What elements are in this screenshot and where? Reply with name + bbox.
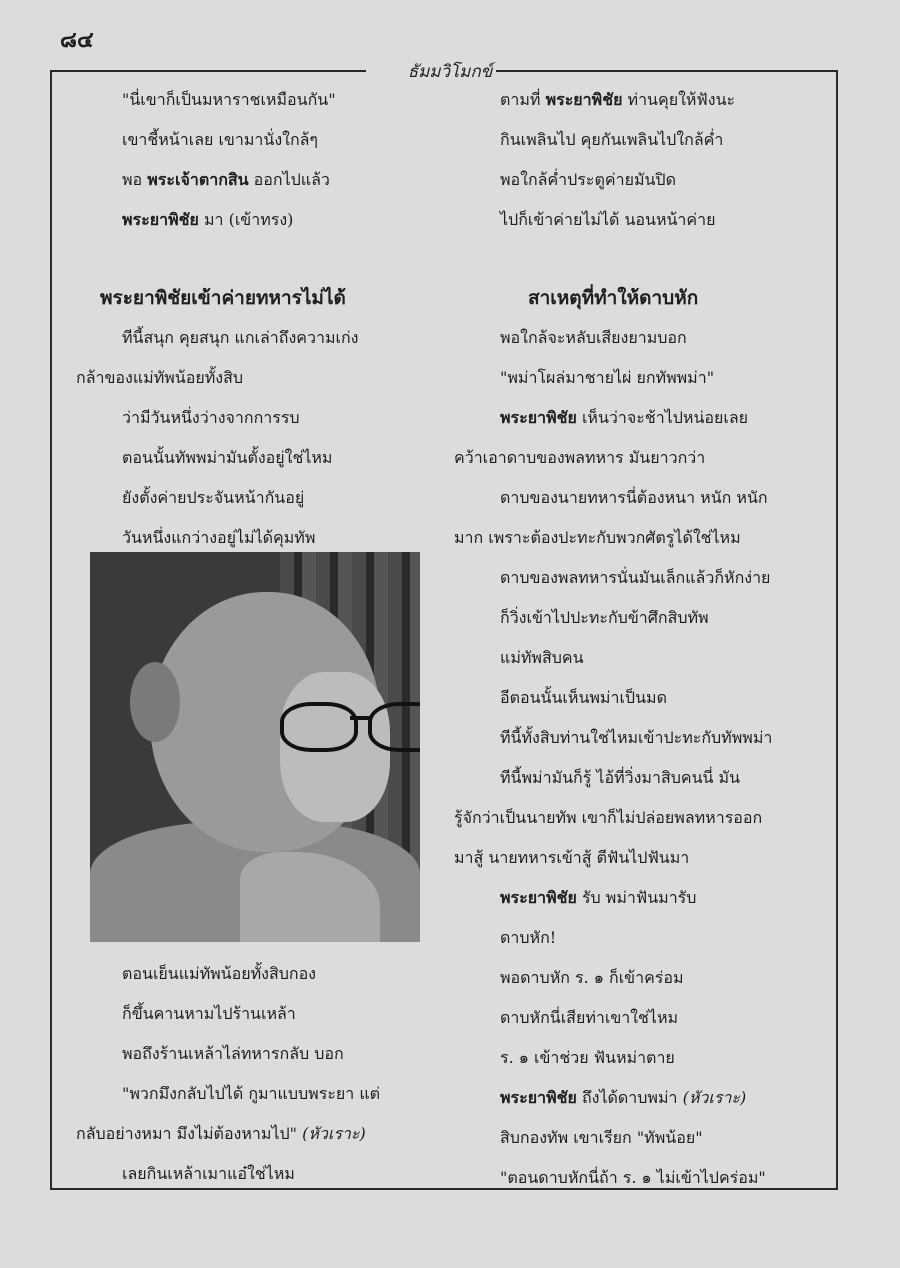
left-line: ทีนี้สนุก คุยสนุก แกเล่าถึงความเก่ง	[122, 328, 359, 347]
left-line: พอถึงร้านเหล้าไล่ทหารกลับ บอก	[122, 1044, 344, 1063]
left-line: ตอนเย็นแม่ทัพน้อยทั้งสิบกอง	[122, 964, 316, 983]
right-line: อีตอนนั้นเห็นพม่าเป็นมด	[500, 688, 667, 707]
italic-note: (หัวเราะ)	[302, 1124, 366, 1143]
right-line: ทีนี้ทั้งสิบท่านใช่ไหมเข้าปะทะกับทัพพม่า	[500, 728, 773, 747]
left-line: ยังตั้งค่ายประจันหน้ากันอยู่	[122, 488, 305, 507]
right-line: ไปก็เข้าค่ายไม่ได้ นอนหน้าค่าย	[500, 210, 716, 229]
right-line: ดาบของนายทหารนี่ต้องหนา หนัก หนัก	[500, 488, 768, 507]
left-line: พอ พระเจ้าตากสิน ออกไปแล้ว	[122, 170, 330, 189]
right-line: พระยาพิชัย เห็นว่าจะช้าไปหน่อยเลย	[500, 408, 749, 427]
right-line: ดาบหักนี่เสียท่าเขาใช่ไหม	[500, 1008, 679, 1027]
page-number: ๘๔	[60, 27, 94, 53]
left-line: เขาชี้หน้าเลย เขามานั่งใกล้ๆ	[122, 130, 319, 149]
right-line: ดาบของพลทหารนั่นมันเล็กแล้วก็หักง่าย	[500, 568, 771, 587]
right-line: มาก เพราะต้องปะทะกับพวกศัตรูได้ใช่ไหม	[454, 528, 741, 547]
left-line: วันหนึ่งแกว่างอยู่ไม่ได้คุมทัพ	[122, 528, 316, 547]
left-line: กลับอย่างหมา มึงไม่ต้องหามไป" (หัวเราะ)	[76, 1124, 366, 1143]
section-heading: พระยาพิชัยเข้าค่ายทหารไม่ได้	[100, 287, 346, 309]
bold-name: พระยาพิชัย	[500, 888, 577, 907]
left-line: ก็ขึ้นคานหามไปร้านเหล้า	[122, 1004, 296, 1023]
header-title: ธัมมวิโมกข์	[407, 62, 493, 82]
right-line: ตามที่ พระยาพิชัย ท่านคุยให้ฟังนะ	[500, 90, 736, 109]
bold-name: พระยาพิชัย	[500, 408, 577, 427]
right-line: แม่ทัพสิบคน	[500, 648, 584, 667]
left-line: "พวกมึงกลับไปได้ กูมาแบบพระยา แต่	[122, 1084, 381, 1103]
section-heading: สาเหตุที่ทำให้ดาบหัก	[528, 287, 699, 309]
right-line: พอใกล้จะหลับเสียงยามบอก	[500, 328, 687, 347]
bold-name: พระยาพิชัย	[545, 90, 623, 109]
ear	[130, 662, 180, 742]
right-line: พระยาพิชัย รับ พม่าฟันมารับ	[500, 888, 697, 907]
right-line: สิบกองทัพ เขาเรียก "ทัพน้อย"	[500, 1128, 703, 1147]
left-line: เลยกินเหล้าเมาแอ๋ใช่ไหม	[122, 1164, 295, 1183]
left-line: กล้าของแม่ทัพน้อยทั้งสิบ	[76, 368, 243, 387]
bold-name: พระยาพิชัย	[122, 210, 199, 229]
left-line: พระยาพิชัย มา (เข้าทรง)	[122, 210, 294, 229]
left-line: "นี่เขาก็เป็นมหาราชเหมือนกัน"	[122, 90, 336, 109]
monk-photo	[90, 552, 420, 942]
right-line: พอใกล้ค่ำประตูค่ายมันปิด	[500, 170, 676, 189]
right-line: "ตอนดาบหักนี่ถ้า ร. ๑ ไม่เข้าไปคร่อม"	[500, 1168, 766, 1187]
right-line: รู้จักว่าเป็นนายทัพ เขาก็ไม่ปล่อยพลทหารออก	[454, 808, 763, 827]
right-line: พระยาพิชัย ถึงได้ดาบพม่า (หัวเราะ)	[500, 1088, 747, 1107]
italic-note: (หัวเราะ)	[682, 1088, 747, 1107]
right-line: คว้าเอาดาบของพลทหาร มันยาวกว่า	[454, 448, 706, 467]
right-line: มาสู้ นายทหารเข้าสู้ ตีฟันไปฟันมา	[454, 848, 690, 867]
right-line: กินเพลินไป คุยกันเพลินไปใกล้ค่ำ	[500, 130, 724, 149]
left-line: ตอนนั้นทัพพม่ามันตั้งอยู่ใช่ไหม	[122, 448, 333, 467]
bold-name: พระเจ้าตากสิน	[147, 170, 249, 189]
right-line: ทีนี้พม่ามันก็รู้ ไอ้ที่วิ่งมาสิบคนนี่ มัน	[500, 768, 741, 787]
bold-name: พระยาพิชัย	[500, 1088, 577, 1107]
right-line: "พม่าโผล่มาชายไผ่ ยกทัพพม่า"	[500, 368, 715, 387]
left-line: ว่ามีวันหนึ่งว่างจากการรบ	[122, 408, 300, 427]
right-line: ร. ๑ เข้าช่วย ฟันหม่าตาย	[500, 1048, 675, 1067]
glasses-icon	[280, 702, 420, 748]
right-line: ก็วิ่งเข้าไปปะทะกับข้าศึกสิบทัพ	[500, 608, 709, 627]
right-line: ดาบหัก!	[500, 928, 557, 947]
right-line: พอดาบหัก ร. ๑ ก็เข้าคร่อม	[500, 968, 684, 987]
